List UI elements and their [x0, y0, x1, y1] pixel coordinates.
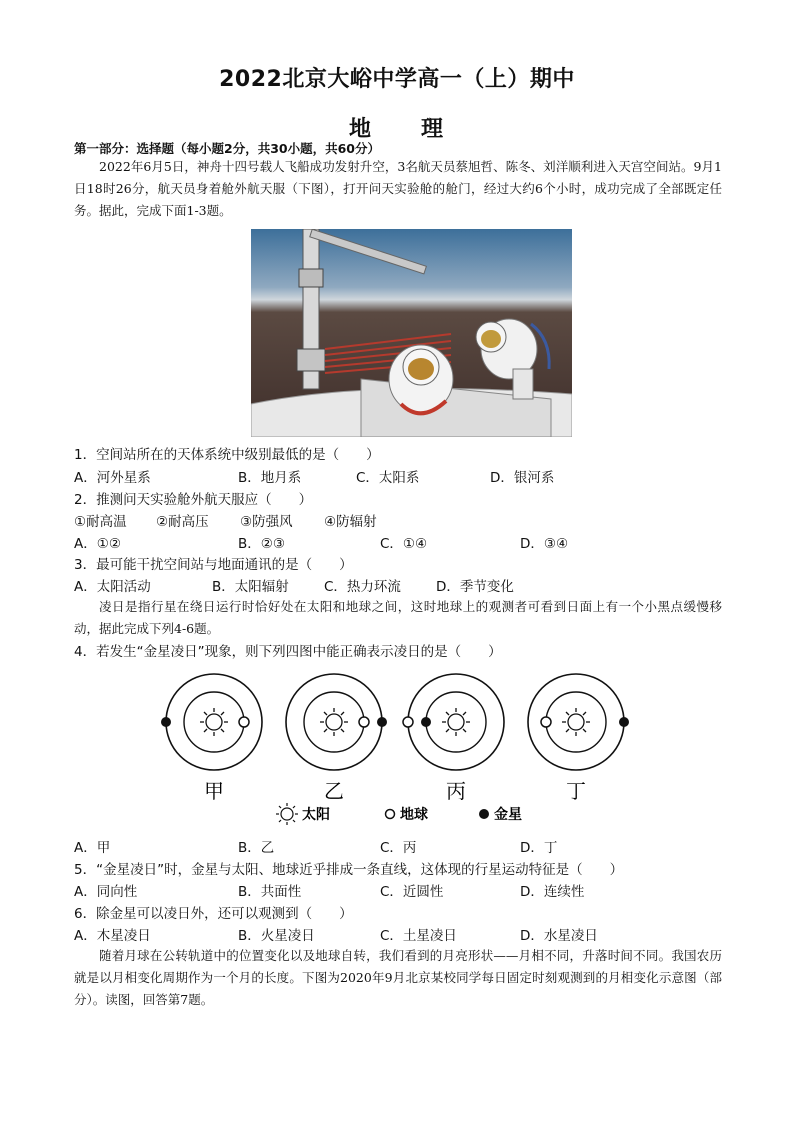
q1-option-c[interactable]: C．太阳系	[356, 470, 420, 486]
section-heading: 第一部分：选择题（每小题2分，共30小题，共60分）	[74, 141, 380, 156]
question-6-stem: 6．除金星可以凌日外，还可以观测到（ ）	[74, 906, 353, 922]
intro-paragraph-2: 凌日是指行星在绕日运行时恰好处在太阳和地球之间，这时地球上的观测者可看到日面上有一个小黑点缓慢移动，据此完成下列4-6题。	[74, 599, 722, 636]
question-1-options	[74, 466, 634, 486]
legend-venus-label: 金星	[494, 807, 522, 823]
intro-paragraph-1: 2022年6月5日，神舟十四号载人飞船成功发射升空，3名航天员蔡旭哲、陈冬、刘洋顺利进入天宫空间站。9月1日18时26分，航天员身着舱外航天服（下图），打开问天实验舱的舱门，经过大约6个小时，成功完成了全部既定任务。据此，完成下面1-3题。	[74, 159, 722, 218]
q2-condition-3: ③防强风	[240, 514, 293, 530]
label-yi: 乙	[324, 779, 344, 803]
q2-option-d[interactable]: D．③④	[520, 536, 569, 552]
q2-condition-1: ①耐高温	[74, 514, 127, 530]
label-bing: 丙	[446, 779, 466, 803]
q4-option-a[interactable]: A．甲	[74, 840, 111, 856]
question-3-options	[74, 575, 634, 595]
intro-paragraph-3: 随着月球在公转轨道中的位置变化以及地球自转，我们看到的月亮形状——月相不同，升落时间不同。我国农历就是以月相变化周期作为一个月的长度。下图为2020年9月北京某校同学每日固定时刻观测到的月相变化示意图（部分）。读图，回答第7题。	[74, 948, 722, 1007]
question-2-conditions	[74, 510, 634, 530]
figure-legend	[276, 803, 522, 825]
venus-dot	[619, 717, 629, 727]
question-4-options	[74, 836, 634, 856]
question-5-options	[74, 880, 634, 900]
diagram-ding	[528, 674, 629, 803]
q4-option-c[interactable]: C．丙	[380, 840, 417, 856]
label-ding: 丁	[566, 779, 586, 803]
question-2-options	[74, 532, 634, 552]
venus-dot	[421, 717, 431, 727]
earth-dot	[239, 717, 249, 727]
earth-dot	[403, 717, 413, 727]
q3-option-c[interactable]: C．热力环流	[324, 579, 401, 595]
question-1-stem: 1．空间站所在的天体系统中级别最低的是（ ）	[74, 447, 380, 463]
q2-condition-2: ②耐高压	[156, 514, 209, 530]
q2-condition-4: ④防辐射	[324, 514, 377, 530]
sun-icon	[562, 708, 590, 736]
q3-option-b[interactable]: B．太阳辐射	[212, 579, 289, 595]
diagram-bing	[403, 674, 504, 803]
question-5-stem: 5．“金星凌日”时，金星与太阳、地球近乎排成一条直线，这体现的行星运动特征是（ ）	[74, 862, 624, 878]
legend-earth-icon	[386, 810, 395, 819]
page-title: 2022北京大峪中学高一（上）期中	[219, 67, 575, 92]
legend-earth-label: 地球	[400, 807, 428, 823]
subject-title: 地 理	[348, 117, 445, 142]
q2-option-b[interactable]: B．②③	[238, 536, 285, 552]
earth-dot	[359, 717, 369, 727]
q2-option-a[interactable]: A．①②	[74, 536, 121, 552]
q6-option-d[interactable]: D．水星凌日	[520, 928, 598, 944]
sun-icon	[200, 708, 228, 736]
venus-transit-figure	[150, 668, 650, 828]
earth-dot	[541, 717, 551, 727]
legend-sun-icon	[276, 803, 298, 825]
q5-option-b[interactable]: B．共面性	[238, 884, 302, 900]
q3-option-a[interactable]: A．太阳活动	[74, 579, 151, 595]
q3-option-d[interactable]: D．季节变化	[436, 579, 514, 595]
q5-option-c[interactable]: C．近圆性	[380, 884, 444, 900]
legend-venus-icon	[479, 809, 489, 819]
sun-icon	[320, 708, 348, 736]
question-6-options	[74, 924, 634, 944]
q4-option-d[interactable]: D．丁	[520, 840, 558, 856]
question-4-stem: 4．若发生“金星凌日”现象，则下列四图中能正确表示凌日的是（ ）	[74, 644, 502, 660]
diagram-yi	[286, 674, 387, 803]
q5-option-a[interactable]: A．同向性	[74, 884, 138, 900]
q6-option-c[interactable]: C．土星凌日	[380, 928, 457, 944]
astronaut-photo	[251, 229, 572, 437]
q6-option-b[interactable]: B．火星凌日	[238, 928, 315, 944]
q1-option-d[interactable]: D．银河系	[490, 470, 555, 486]
question-2-stem: 2．推测问天实验舱外航天服应（ ）	[74, 492, 313, 508]
q1-option-b[interactable]: B．地月系	[238, 470, 302, 486]
venus-dot	[377, 717, 387, 727]
q6-option-a[interactable]: A．木星凌日	[74, 928, 151, 944]
diagram-jia	[161, 674, 262, 803]
sun-icon	[442, 708, 470, 736]
venus-dot	[161, 717, 171, 727]
label-jia: 甲	[204, 779, 224, 803]
q2-option-c[interactable]: C．①④	[380, 536, 428, 552]
q4-option-b[interactable]: B．乙	[238, 840, 275, 856]
q5-option-d[interactable]: D．连续性	[520, 884, 585, 900]
q1-option-a[interactable]: A．河外星系	[74, 470, 151, 486]
question-3-stem: 3．最可能干扰空间站与地面通讯的是（ ）	[74, 557, 353, 573]
legend-sun-label: 太阳	[302, 807, 330, 823]
